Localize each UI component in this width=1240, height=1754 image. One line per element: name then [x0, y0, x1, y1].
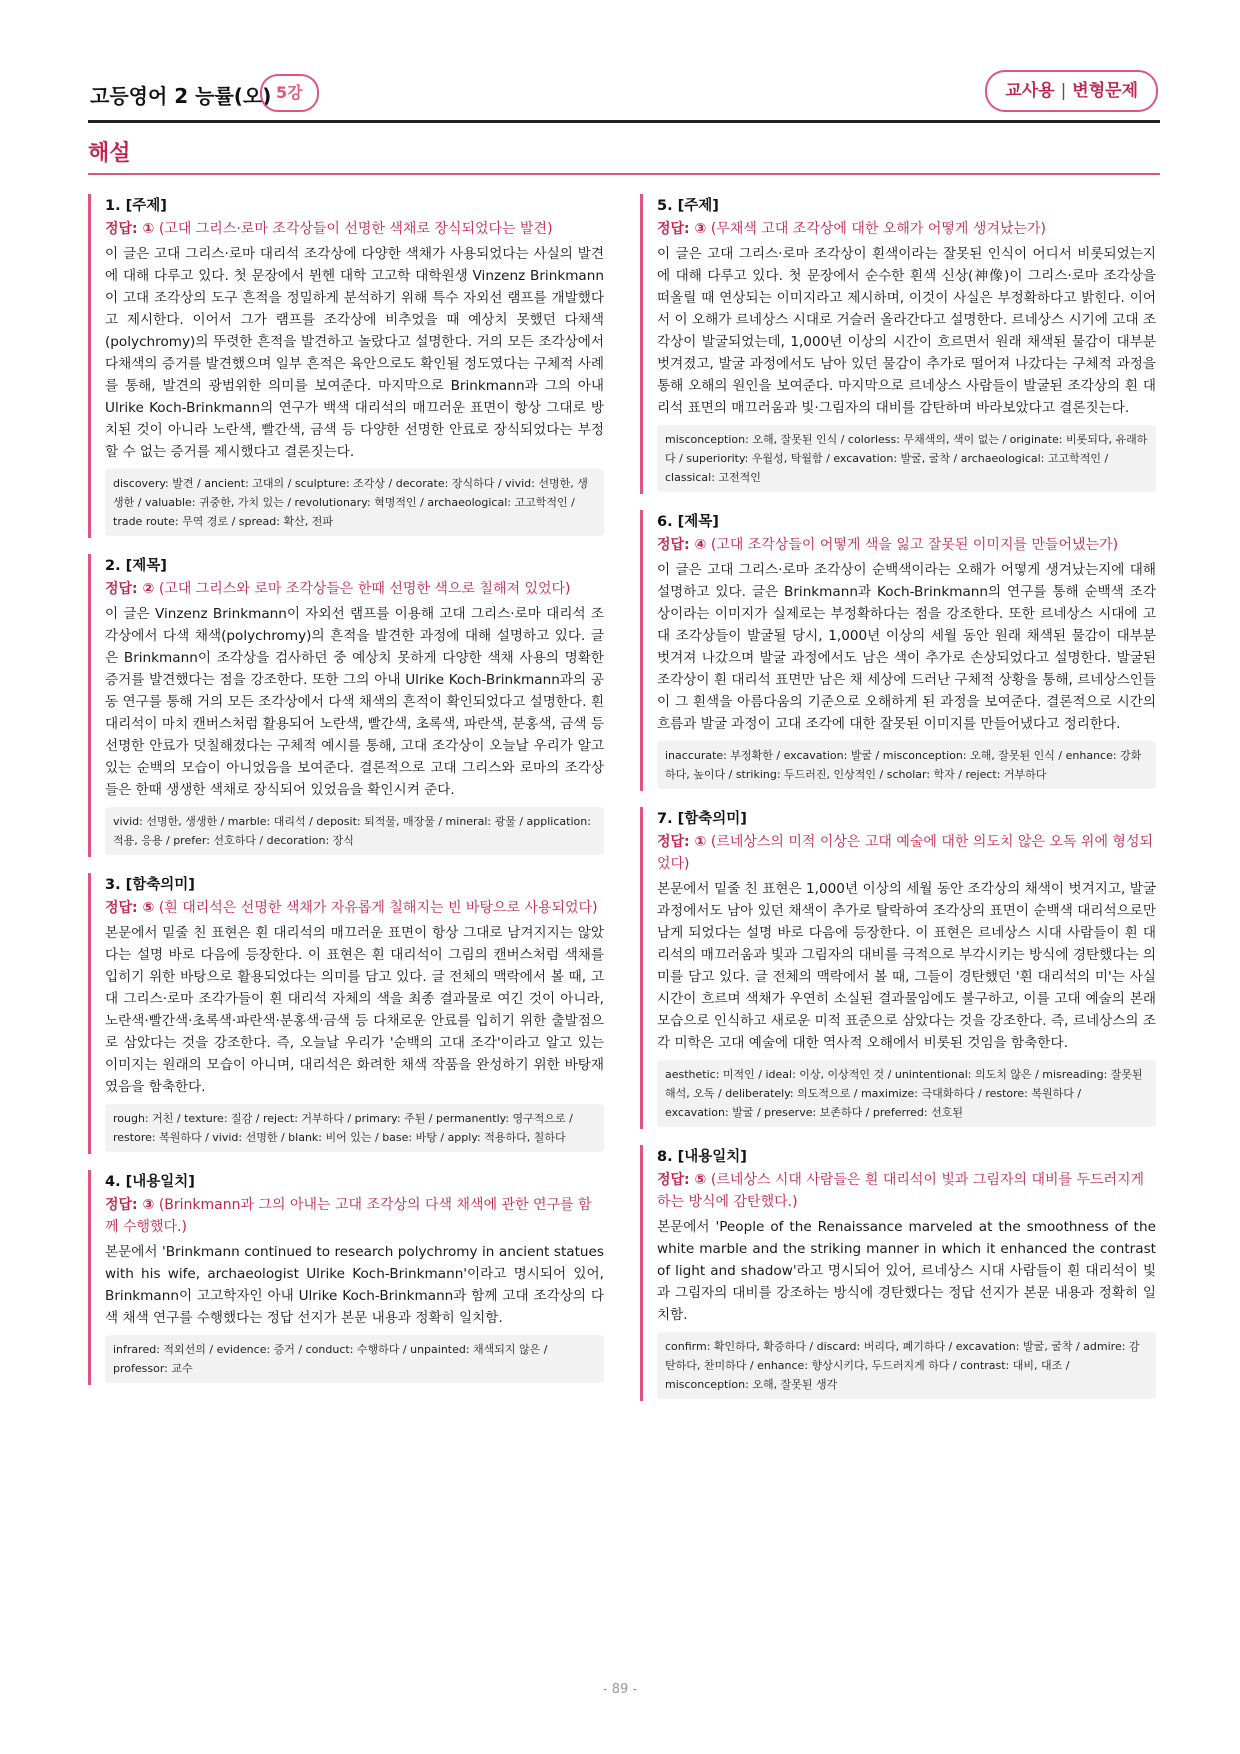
section-title: 해설	[88, 141, 131, 166]
answer-text: (르네상스 시대 사람들은 흰 대리석이 빛과 그림자의 대비를 두드러지게 하는 방식에 감탄했다.)	[657, 1172, 1145, 1210]
question-item	[88, 1170, 608, 1385]
question-heading: 7. [함축의미]	[657, 811, 747, 827]
answer-line	[657, 218, 1156, 240]
question-heading: 3. [함축의미]	[105, 877, 195, 893]
answer-text: (고대 그리스와 로마 조각상들은 한때 선명한 색으로 칠해져 있었다)	[158, 581, 571, 597]
question-item	[640, 807, 1160, 1129]
vocab-box: misconception: 오해, 잘못된 인식 / colorless: 무채색의, 색이 없는 / originate: 비롯되다, 유래하다 / superiority: 우월성, 탁월함 / excavation: 발굴, 굴착 / archaeological: 고고학적인 / classical: 고전적인	[657, 425, 1156, 492]
answer-text: (고대 그리스·로마 조각상들이 선명한 색채로 장식되었다는 발견)	[158, 221, 553, 237]
question-heading: 6. [제목]	[657, 514, 719, 530]
explanation-text: 본문에서 'Brinkmann continued to research polychromy in ancient statues with his wife, archaeologist Ulrike Koch-Brinkmann'이라고 명시되어 있어, Brinkmann이 고고학자인 아내 Ulrike Koch-Brinkmann과 함께 고대 조각상의 다색 채색 연구를 수행했다는 정답 선지가 본문 내용과 정확히 일치함.	[105, 1244, 604, 1326]
vocab-box: rough: 거친 / texture: 질감 / reject: 거부하다 / primary: 주된 / permanently: 영구적으로 / restore: 복원하다 / vivid: 선명한 / blank: 비어 있는 / base: 바탕 / apply: 적용하다, 칠하다	[105, 1104, 604, 1152]
page-header	[88, 70, 1160, 120]
question-heading: 8. [내용일치]	[657, 1149, 747, 1165]
explanation-text: 본문에서 밑줄 친 표현은 흰 대리석의 매끄러운 표면이 항상 그대로 남겨지지는 않았다는 설명 바로 다음에 등장한다. 이 표현은 흰 대리석이 그림의 캔버스처럼 색채를 입히기 위한 바탕으로 활용되었다는 의미를 담고 있다. 글 전체의 맥락에서 볼 때, 고대 그리스·로마 조각가들이 흰 대리석 자체의 색을 최종 결과물로 여긴 것이 아니라, 노란색·빨간색·초록색·파란색·분홍색·금색 등 다채로운 안료를 입히기 위한 출발점으로 삼았다는 것을 강조한다. 즉, 오늘날 우리가 '순백의 고대 조각'이라고 알고 있는 이미지는 원래의 모습이 아니며, 대리석은 화려한 채색 작품을 완성하기 위한 바탕재였음을 함축한다.	[105, 925, 604, 1095]
answer-label: 정답: ①	[105, 221, 155, 237]
vocab-box: infrared: 적외선의 / evidence: 증거 / conduct: 수행하다 / unpainted: 채색되지 않은 / professor: 교수	[105, 1335, 604, 1383]
answer-line	[657, 534, 1156, 556]
answer-text: (고대 조각상들이 어떻게 색을 잃고 잘못된 이미지를 만들어냈는가)	[710, 537, 1119, 553]
answer-line	[105, 1194, 604, 1238]
section-rule	[88, 173, 1160, 175]
answer-text: (흰 대리석은 선명한 색채가 자유롭게 칠해지는 빈 바탕으로 사용되었다)	[158, 900, 598, 916]
question-item	[640, 1145, 1160, 1401]
answer-label: 정답: ④	[657, 537, 707, 553]
explanation-text: 이 글은 고대 그리스·로마 조각상이 흰색이라는 잘못된 인식이 어디서 비롯되었는지에 대해 다루고 있다. 첫 문장에서 순수한 흰색 신상(神像)이 그리스·로마 조각상을 떠올릴 때 연상되는 이미지라고 제시하며, 이것이 사실은 부정확하다고 밝힌다. 이어서 이 오해가 르네상스 시대로 거슬러 올라간다고 설명한다. 르네상스 시기에 고대 조각상이 발굴되었는데, 1,000년 이상의 시간이 흐르면서 원래 채색된 물감이 대부분 벗겨졌고, 발굴 과정에서도 남아 있던 물감이 추가로 떨어져 나갔다는 구체적 과정을 통해 오해의 원인을 보여준다. 마지막으로 르네상스 사람들이 발굴된 조각상의 흰 대리석 표면의 매끄러움과 빛·그림자의 대비를 감탄하며 바라보았다고 결론짓는다.	[657, 246, 1156, 416]
teacher-label: 교사용	[1005, 81, 1055, 101]
variant-label: 변형문제	[1072, 81, 1138, 101]
vocab-box: aesthetic: 미적인 / ideal: 이상, 이상적인 것 / unintentional: 의도치 않은 / misreading: 잘못된 해석, 오독 / deliberately: 의도적으로 / maximize: 극대화하다 / restore: 복원하다 / excavation: 발굴 / preserve: 보존하다 / preferred: 선호된	[657, 1060, 1156, 1127]
question-heading: 4. [내용일치]	[105, 1174, 195, 1190]
answer-label: 정답: ③	[657, 221, 707, 237]
question-item	[640, 510, 1160, 791]
answer-label: 정답: ②	[105, 581, 155, 597]
question-item	[88, 554, 608, 857]
answer-label: 정답: ⑤	[105, 900, 155, 916]
left-column	[88, 192, 608, 1401]
explanation-text: 이 글은 Vinzenz Brinkmann이 자외선 램프를 이용해 고대 그리스·로마 대리석 조각상에서 다색 채색(polychromy)의 흔적을 발견한 과정에 대해 설명하고 있다. 글은 Brinkmann이 조각상을 검사하던 중 예상치 못하게 다양한 색채 사용의 명확한 증거를 발견했다는 점을 강조한다. 또한 그의 아내 Ulrike Koch-Brinkmann과의 공동 연구를 통해 거의 모든 조각상에서 다색 채색의 흔적이 확인되었다고 설명한다. 흰 대리석이 마치 캔버스처럼 활용되어 노란색, 빨간색, 초록색, 파란색, 분홍색, 금색 등 선명한 안료가 덧칠해졌다는 구체적 예시를 통해, 고대 조각상이 오늘날 우리가 알고 있는 순백의 모습이 아니었음을 보여준다. 결론적으로 고대 그리스와 로마의 조각상들은 한때 생생한 색채로 장식되어 있었음을 확인시켜 준다.	[105, 606, 604, 798]
vocab-box: inaccurate: 부정확한 / excavation: 발굴 / misconception: 오해, 잘못된 인식 / enhance: 강화하다, 높이다 / striking: 두드러진, 인상적인 / scholar: 학자 / reject: 거부하다	[657, 741, 1156, 789]
vocab-box: vivid: 선명한, 생생한 / marble: 대리석 / deposit: 퇴적물, 매장물 / mineral: 광물 / application: 적용, 응용 / prefer: 선호하다 / decoration: 장식	[105, 807, 604, 855]
answer-label: 정답: ⑤	[657, 1172, 707, 1188]
edition-badge	[985, 70, 1158, 112]
question-heading: 5. [주제]	[657, 198, 719, 214]
answer-line	[105, 578, 604, 600]
answer-line	[105, 218, 604, 240]
explanation-text: 본문에서 밑줄 친 표현은 1,000년 이상의 세월 동안 조각상의 채색이 벗겨지고, 발굴 과정에서도 남아 있던 채색이 추가로 탈락하여 조각상의 표면이 순백색 대리석으로만 남게 되었다는 설명 바로 다음에 등장한다. 이 표현은 르네상스 시대 사람들이 흰 대리석의 매끄러움과 빛과 그림자의 대비를 극적으로 부각시키는 방식에 경탄했다는 의미를 담고 있다. 글 전체의 맥락에서 볼 때, 그들이 경탄했던 '흰 대리석의 미'는 사실 시간이 흐르며 색채가 우연히 소실된 결과물임에도 불구하고, 이를 고대 예술의 본래 모습으로 인식하고 새로운 미적 표준으로 삼았다는 것을 강조한다. 즉, 르네상스의 조각 미학은 고대 예술에 대한 역사적 오해에서 비롯된 것임을 함축한다.	[657, 881, 1156, 1051]
answer-line	[105, 897, 604, 919]
answer-label: 정답: ③	[105, 1197, 155, 1213]
answer-text: (Brinkmann과 그의 아내는 고대 조각상의 다색 채색에 관한 연구를 함께 수행했다.)	[105, 1197, 592, 1235]
vocab-box: discovery: 발견 / ancient: 고대의 / sculpture: 조각상 / decorate: 장식하다 / vivid: 선명한, 생생한 / valuable: 귀중한, 가치 있는 / revolutionary: 혁명적인 / archaeological: 고고학적인 / trade route: 무역 경로 / spread: 확산, 전파	[105, 469, 604, 536]
badge-separator: |	[1060, 81, 1067, 101]
explanation-text: 본문에서 'People of the Renaissance marveled at the smoothness of the white marble and the striking manner in which it enhanced the contrast of light and shadow'라고 명시되어 있어, 르네상스 시대 사람들이 흰 대리석이 빛과 그림자의 대비를 강조하는 방식에 경탄했다는 정답 선지가 본문 내용과 정확히 일치함.	[657, 1219, 1156, 1323]
right-column	[640, 192, 1160, 1417]
answer-line	[657, 831, 1156, 875]
book-title: 고등영어 2 능률(오)	[90, 84, 272, 108]
header-rule	[88, 120, 1160, 123]
answer-text: (르네상스의 미적 이상은 고대 예술에 대한 의도치 않은 오독 위에 형성되었다)	[657, 834, 1153, 872]
question-heading: 1. [주제]	[105, 198, 167, 214]
page-number: - 89 -	[602, 1682, 638, 1697]
explanation-text: 이 글은 고대 그리스·로마 대리석 조각상에 다양한 색채가 사용되었다는 사실의 발견에 대해 다루고 있다. 첫 문장에서 뮌헨 대학 고고학 대학원생 Vinzenz Brinkmann이 고대 조각상의 도구 흔적을 정밀하게 분석하기 위해 특수 자외선 램프를 개발했다고 제시한다. 이어서 그가 램프를 조각상에 비추었을 때 예상치 못했던 다채색(polychromy)의 뚜렷한 흔적을 발견하고 놀랐다고 설명한다. 거의 모든 조각상에서 다채색의 증거를 발견했으며 일부 흔적은 육안으로도 확인될 정도였다는 구체적 사례를 통해, 발견의 광범위한 의미를 보여준다. 마지막으로 Brinkmann과 그의 아내 Ulrike Koch-Brinkmann의 연구가 백색 대리석의 매끄러운 표면이 항상 그대로 방치된 것이 아니라 노란색, 빨간색, 금색 등 다양한 선명한 안료로 장식되었다는 부정할 수 없는 증거를 제시했다고 결론짓는다.	[105, 246, 604, 460]
question-item	[88, 873, 608, 1154]
answer-line	[657, 1169, 1156, 1213]
question-heading: 2. [제목]	[105, 558, 167, 574]
answer-text: (무채색 고대 조각상에 대한 오해가 어떻게 생겨났는가)	[710, 221, 1046, 237]
explanation-text: 이 글은 고대 그리스·로마 조각상이 순백색이라는 오해가 어떻게 생겨났는지에 대해 설명하고 있다. 글은 Brinkmann과 Koch-Brinkmann의 연구를 통해 순백색 조각상이라는 이미지가 실제로는 부정확하다는 점을 강조한다. 또한 르네상스 시대에 고대 조각상들이 발굴될 당시, 1,000년 이상의 세월 동안 원래 채색된 물감이 대부분 벗겨져 나갔으며 발굴 과정에서도 남은 색이 추가로 손상되었다고 설명한다. 발굴된 조각상이 흰 대리석 표면만 남은 채 세상에 드러난 구체적 상황을 통해, 르네상스인들이 그 흰색을 아름다움의 기준으로 오해하게 된 과정을 보여준다. 결론적으로 시간의 흐름과 발굴 과정이 고대 조각에 대한 잘못된 이미지를 만들어냈다고 정리한다.	[657, 562, 1156, 732]
answer-label: 정답: ①	[657, 834, 707, 850]
question-item	[88, 194, 608, 538]
vocab-box: confirm: 확인하다, 확증하다 / discard: 버리다, 폐기하다 / excavation: 발굴, 굴착 / admire: 감탄하다, 찬미하다 / enhance: 향상시키다, 두드러지게 하다 / contrast: 대비, 대조 / misconception: 오해, 잘못된 생각	[657, 1332, 1156, 1399]
question-item	[640, 194, 1160, 494]
lesson-badge: 5강	[260, 74, 319, 112]
